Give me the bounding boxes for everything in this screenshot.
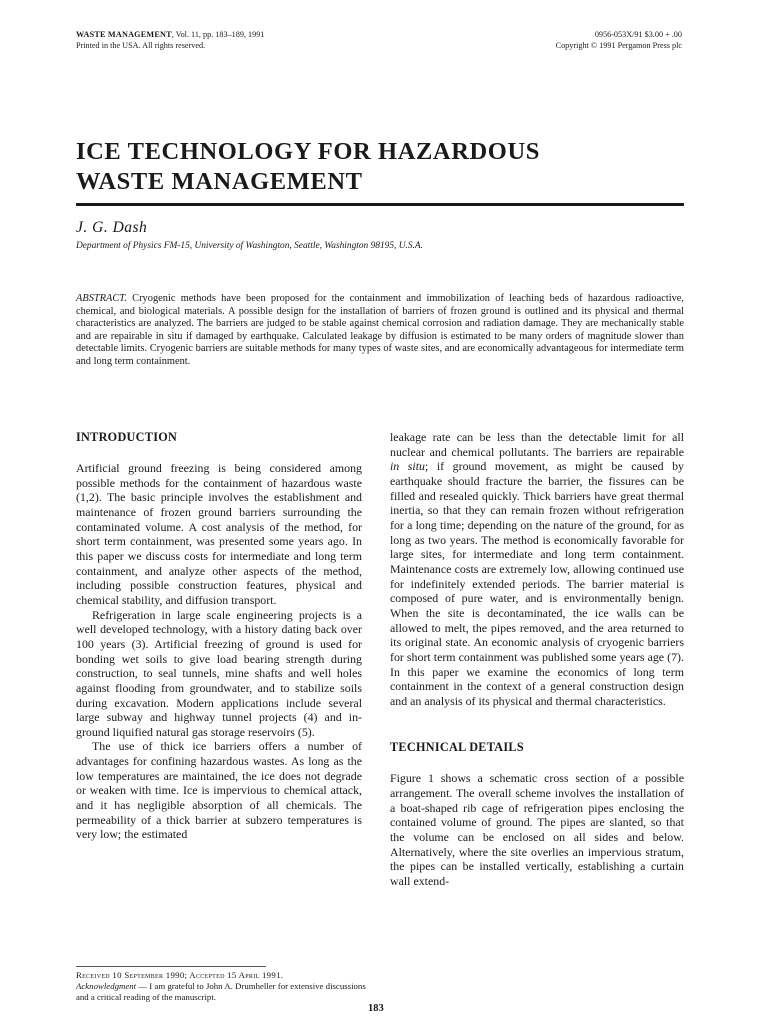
acknowledgment-label: Acknowledgment [76,981,137,991]
printed-notice: Printed in the USA. All rights reserved. [76,41,206,50]
received-accepted-dates: Received 10 September 1990; Accepted 15 April 1991. [76,970,284,980]
footnote [76,970,366,1003]
journal-citation [76,29,396,40]
abstract [76,293,684,369]
intro-p3-cont-italic: in situ [390,459,425,474]
running-header-left [76,29,396,51]
issn-price: 0956-053X/91 $3.00 + .00 [594,30,682,39]
author-name: J. G. Dash [76,219,148,236]
intro-paragraph-3: The use of thick ice barriers offers a number of advantages for confining hazardous wastes. As long as the low temperatures are maintained, the ice does not degrade or weaken with time. Ice is impervious to chemical attack, and it has negligible absorption of all chemicals. The permeability of a thick barrier at subzero temperatures is very low; the estimated [76,739,362,842]
paper-title [76,137,686,197]
section-heading-technical-details: TECHNICAL DETAILS [390,740,524,755]
intro-paragraph-2: Refrigeration in large scale engineering projects is a well developed technology, with a history dating back over 100 years (3). Artificial freezing of ground is used for bonding wet soils to give load bearing strength during construction, to seal tunnels, mine shafts and well holes against flooding from groundwater, and to stabilize soils during excavation. Modern applications include several large subway and highway tunnel projects (4) and in-ground liquified natural gas storage reservoirs (5). [76,607,362,739]
intro-p3-cont-b: ; if ground movement, as might be caused by earthquake should fracture the barrier, the fissures can be filled and resealed quickly. Thick barriers have great thermal inertia, so that they can remain frozen without refrigeration for a long time; depending on the nature of the ground, for as long as two years. The method is economically favorable for large sites, for intermediate and long term containment. Maintenance costs are extremely low, allowing continued use for indefinitely extended periods. The barrier material is composed of pure water, and is environmentally benign. When the site is decontaminated, the ice walls can be allowed to melt, the pipes removed, and the area returned to its original state. An economic analysis of cryogenic barriers for short term containment was published some years age (7). In this paper we examine the economics of long term containment in the context of a general construction design and an analysis of its physical and thermal characteristics. [390,459,684,708]
title-line-2: WASTE MANAGEMENT [76,168,363,195]
author-affiliation: Department of Physics FM-15, University of Washington, Seattle, Washington 98195, U.S.A. [76,241,423,251]
title-divider [76,203,684,206]
page-number: 183 [368,1003,384,1014]
running-header-right [420,29,682,51]
copyright-notice: Copyright © 1991 Pergamon Press plc [555,41,682,50]
section-heading-introduction: INTRODUCTION [76,430,178,444]
intro-paragraph-3-continued [390,430,684,708]
footnote-divider [76,966,266,967]
title-line-1: ICE TECHNOLOGY FOR HAZARDOUS [76,138,540,165]
abstract-label: ABSTRACT. [76,293,127,304]
intro-p3-cont-a: leakage rate can be less than the detectable limit for all nuclear and chemical pollutants. The barriers are repairable [390,430,684,459]
abstract-text: Cryogenic methods have been proposed for the containment and immobilization of leaching beds of hazardous radioactive, chemical, and biological materials. A possible design for the installation of barriers of frozen ground is outlined and its physical and thermal characteristics are analyzed. The barriers are judged to be stable against chemical corrosion and radiation damage. They are mechanically stable and are repairable in situ if damaged by earthquake. Calculated leakage by diffusion is estimated to be many orders of magnitude slower than detectable limits. Cryogenic barriers are suitable methods for many types of waste sites, and are economically advantageous for intermediate term and long term containment. [76,293,684,367]
acknowledgment [76,981,366,1003]
body-column-left [76,430,362,842]
intro-paragraph-1: Artificial ground freezing is being considered among possible methods for the containment of hazardous waste (1,2). The basic principle involves the establishment and maintenance of frozen ground barriers surrounding the contaminated volume. A cost analysis of the method, for short term containment, was presented some years ago. In this paper we discuss costs for intermediate and long term containment, and analyze other aspects of the method, including possible construction features, physical and chemical stability, and diffusion transport. [76,461,362,607]
volume-pages: , Vol. 11, pp. 183–189, 1991 [171,30,265,39]
acknowledgment-text: — I am grateful to John A. Drumheller for extensive discussions and a critical reading of the manuscript. [76,981,366,1002]
body-column-right [390,430,684,889]
technical-paragraph-1: Figure 1 shows a schematic cross section of a possible arrangement. The overall scheme involves the installation of a boat-shaped rib cage of refrigeration pipes enclosing the contained volume of ground. The pipes are slanted, so that the volume can be enclosed on all sides and below. Alternatively, where the site overlies an impervious stratum, the pipes can be installed vertically, establishing a curtain wall extend- [390,771,684,889]
journal-name: WASTE MANAGEMENT [76,30,172,39]
